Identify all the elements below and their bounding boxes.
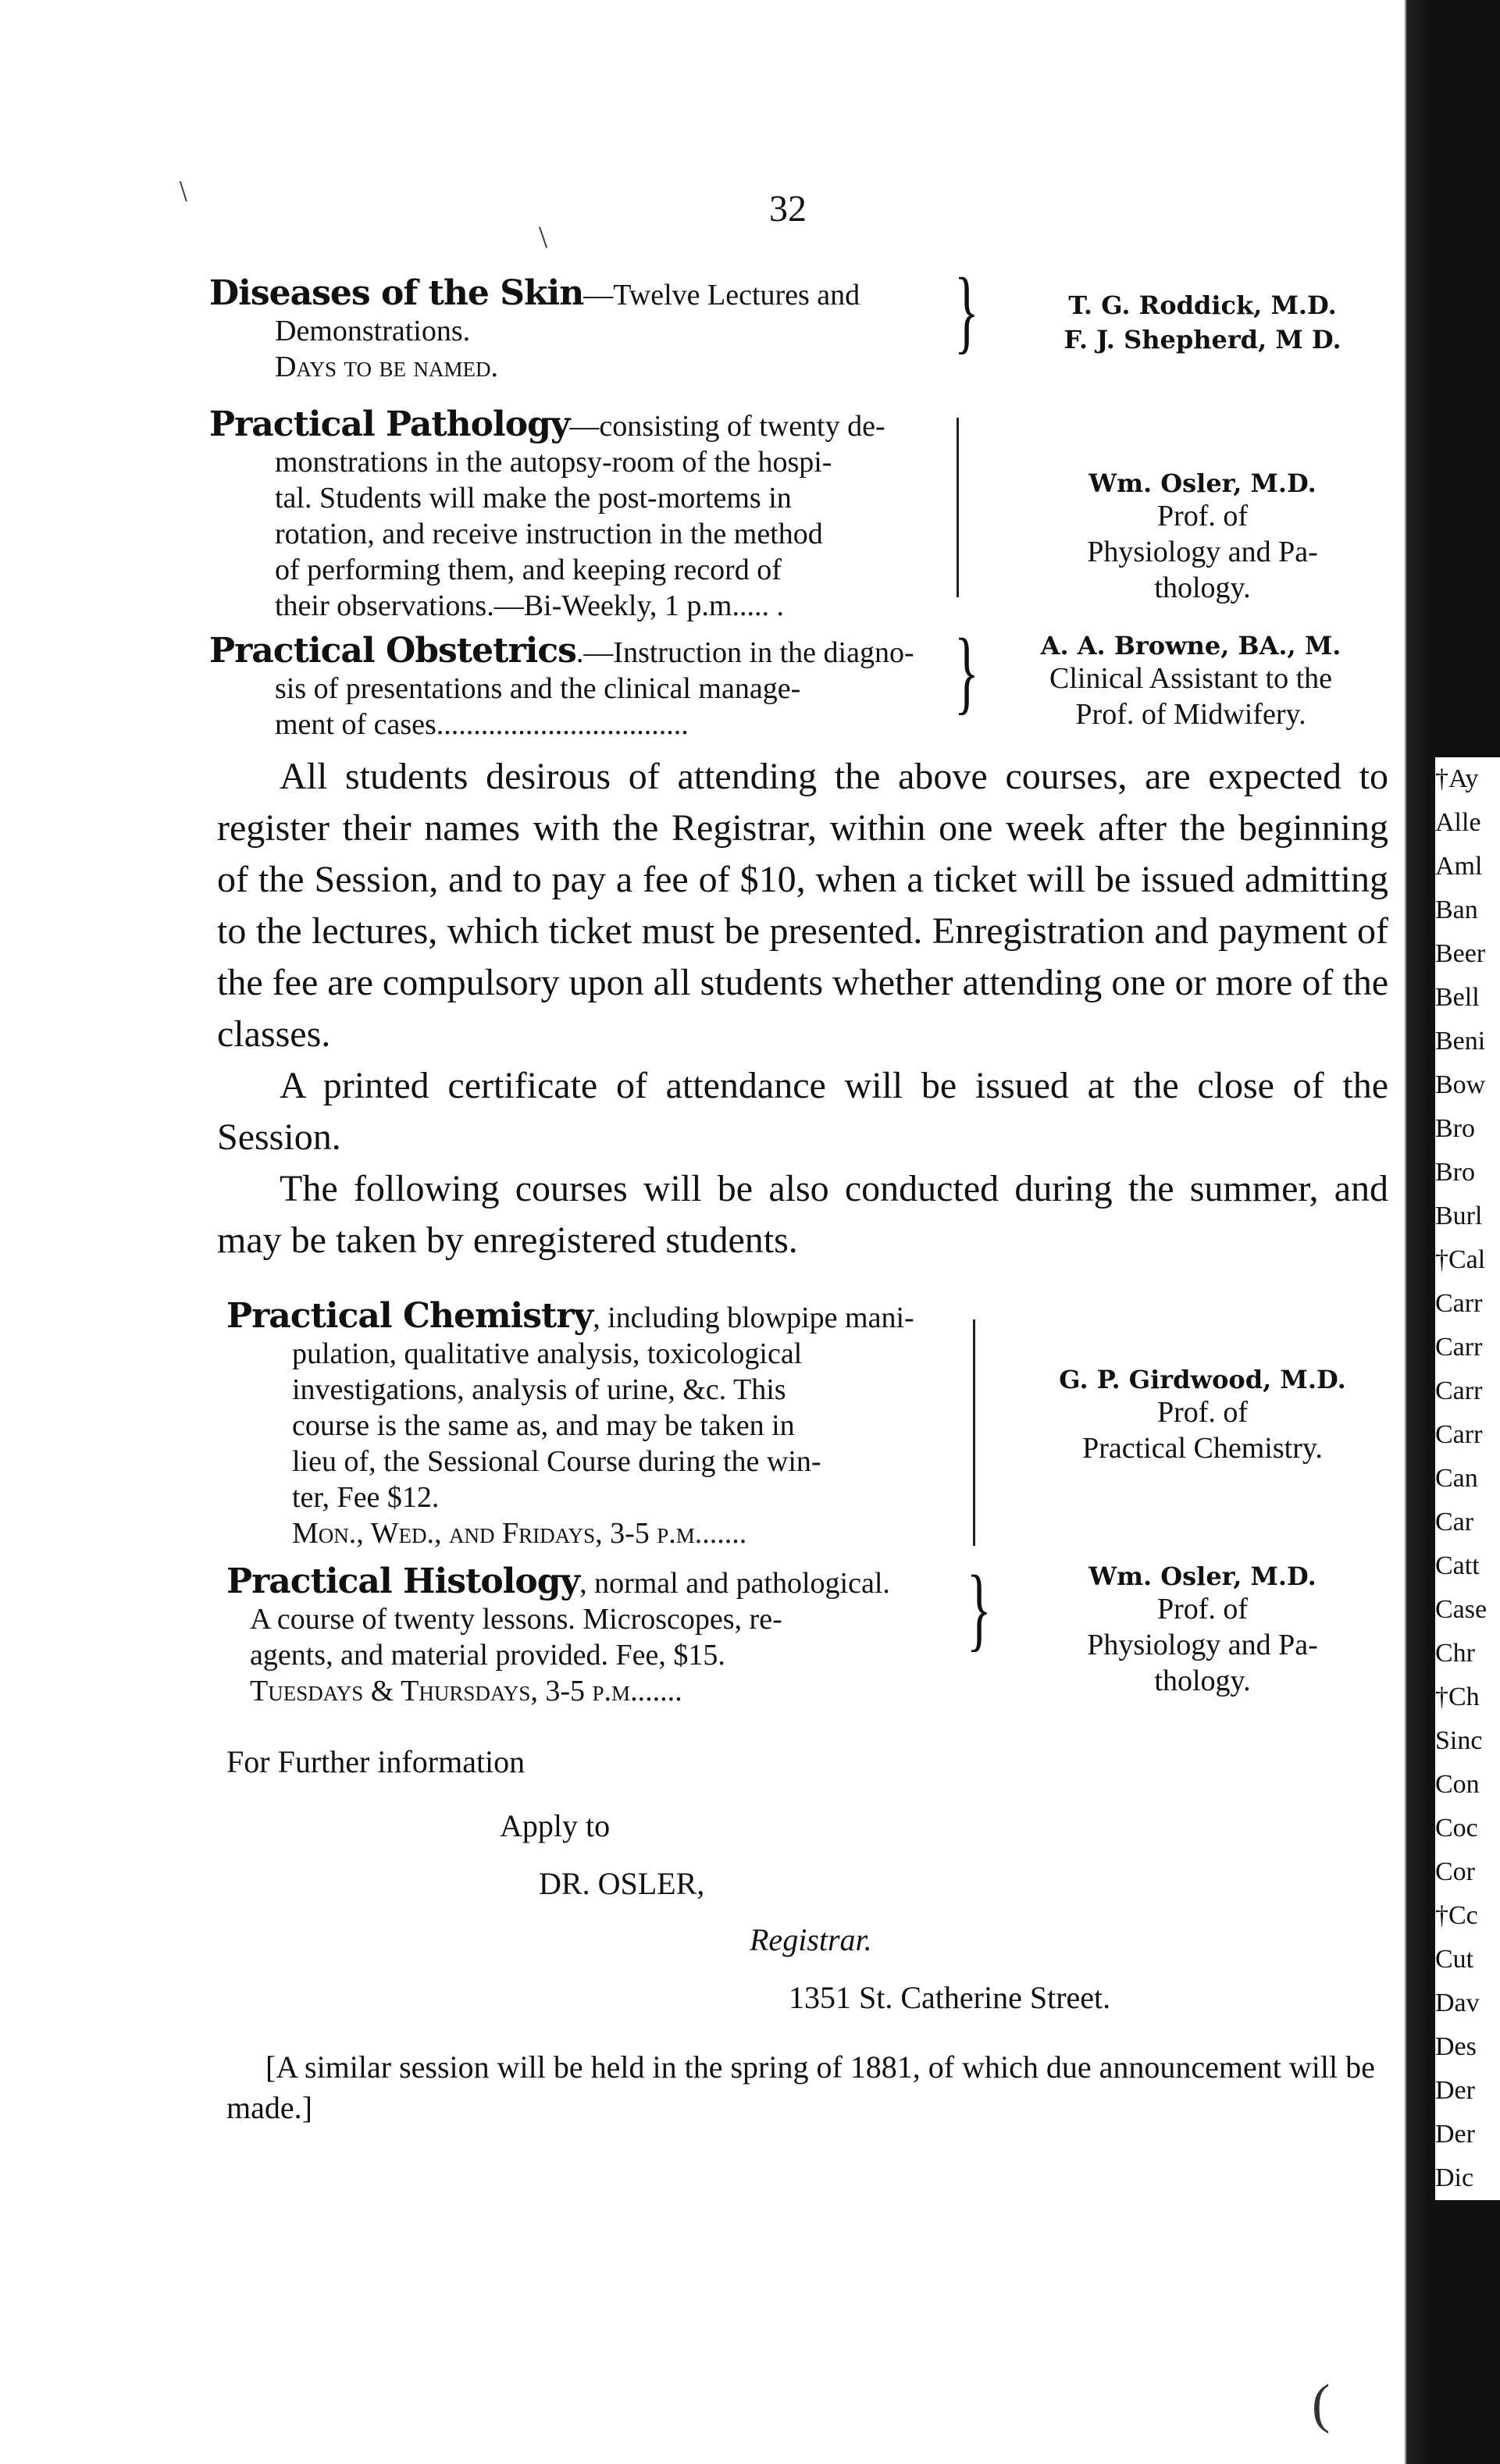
course-desc-line: sis of presentations and the clinical manage- (275, 672, 801, 705)
course-desc-line: course is the same as, and may be taken in (292, 1409, 795, 1442)
lecturer-title: Prof. of (1156, 1593, 1249, 1625)
lecturer-title: Physiology and Pa- (1087, 536, 1318, 568)
footer-note: [A similar session will be held in the spring of 1881, of which due announcement will be made.] (226, 2049, 1375, 2125)
lecturer-title: Prof. of (1156, 500, 1249, 532)
contact-intro: For Further information (226, 1744, 526, 1779)
course-title: Practical Pathology (209, 404, 570, 444)
brace: } (967, 1556, 992, 1660)
margin-fragment: Carr (1435, 1376, 1483, 1405)
course-title: Practical Histology (226, 1561, 580, 1601)
lecturer-title: Prof. of Midwifery. (1075, 698, 1306, 731)
margin-fragment: Chr (1435, 1639, 1475, 1668)
course-pathology (209, 404, 951, 624)
margin-fragment: Bro (1435, 1114, 1475, 1143)
course-desc-line: investigations, analysis of urine, &c. This (292, 1373, 786, 1406)
page-number: 32 (769, 188, 807, 230)
lecturer-pathology (1015, 468, 1390, 606)
scan-mark: ( (1312, 2374, 1331, 2434)
scan-mark: ﹨ (168, 171, 199, 206)
margin-fragment: Catt (1435, 1551, 1480, 1580)
course-desc-line: , normal and pathological. (579, 1567, 890, 1600)
margin-fragment: †Cal (1435, 1245, 1486, 1274)
brace (957, 418, 959, 597)
margin-fragment: Carr (1435, 1333, 1483, 1362)
lecturer-name: Wm. Osler, M.D. (1088, 468, 1317, 498)
lecturer-name: A. A. Browne, BA., M. (1040, 631, 1341, 661)
lecturer-chemistry (1015, 1365, 1390, 1466)
course-obstetrics (209, 631, 951, 742)
course-desc-line: monstrations in the autopsy-room of the hospi- (275, 446, 832, 479)
margin-fragment: Aml (1435, 852, 1483, 881)
lecturers-skin (1015, 290, 1390, 354)
lecturer-title: Prof. of (1156, 1396, 1249, 1429)
adjacent-page-fragment (1435, 757, 1500, 2200)
margin-fragment: Bow (1435, 1070, 1486, 1099)
scan-mark: \ (539, 219, 548, 255)
course-desc-line: , including blowpipe mani- (593, 1301, 914, 1334)
course-desc-line: tal. Students will make the post-mortems in (275, 482, 792, 515)
margin-fragment: Bell (1435, 983, 1480, 1012)
lecturer-name: T. G. Roddick, M.D. (1068, 290, 1337, 320)
contact-apply: Apply to (500, 1808, 611, 1843)
paragraph-certificate: A printed certificate of attendance will be issued at the close of the Session. (217, 1065, 1388, 1158)
course-desc-line: Demonstrations. (275, 315, 471, 347)
contact-name: DR. OSLER, (539, 1866, 705, 1901)
course-desc-line: .—Instruction in the diagno- (575, 636, 914, 669)
margin-fragment: Carr (1435, 1420, 1483, 1449)
course-desc-line: rotation, and receive instruction in the method (275, 518, 823, 550)
brace: } (954, 619, 979, 723)
margin-fragment: Carr (1435, 1289, 1483, 1318)
contact-role: Registrar. (750, 1922, 872, 1957)
course-desc-line: agents, and material provided. Fee, $15. (250, 1639, 725, 1672)
brace (973, 1319, 975, 1546)
lecturer-title: Physiology and Pa- (1087, 1629, 1318, 1661)
margin-fragment: Der (1435, 2076, 1475, 2105)
course-chemistry (226, 1296, 968, 1551)
lecturer-histology (1015, 1561, 1390, 1699)
margin-fragment: Car (1435, 1508, 1474, 1536)
course-desc-line: lieu of, the Sessional Course during the win- (292, 1445, 821, 1478)
lecturer-name: G. P. Girdwood, M.D. (1059, 1365, 1346, 1394)
course-desc-line: ment of cases.................................. (275, 708, 689, 741)
margin-fragment: Der (1435, 2120, 1475, 2149)
margin-fragment: Cut (1435, 1945, 1474, 1974)
course-schedule: Tuesdays & Thursdays, 3-5 p.m....... (250, 1675, 682, 1707)
course-schedule: their observations.—Bi-Weekly, 1 p.m..... . (275, 589, 784, 622)
course-schedule: Mon., Wed., and Fridays, 3-5 p.m....... (292, 1517, 747, 1550)
lecturer-title: thology. (1154, 1665, 1251, 1697)
margin-fragment: †Cc (1435, 1901, 1478, 1930)
margin-fragment: Case (1435, 1595, 1488, 1624)
course-desc-line: —consisting of twenty de- (569, 410, 885, 443)
margin-fragment: Des (1435, 2032, 1477, 2061)
margin-fragment: Beni (1435, 1027, 1486, 1056)
margin-fragment: Ban (1435, 896, 1478, 924)
margin-fragment: Beer (1435, 939, 1486, 968)
lecturer-title: Practical Chemistry. (1082, 1432, 1323, 1465)
course-desc-line: ter, Fee $12. (292, 1481, 440, 1514)
margin-fragment: †Ch (1435, 1682, 1480, 1711)
margin-fragment: Dic (1435, 2163, 1474, 2192)
course-schedule: Days to be named. (275, 351, 498, 383)
lecturer-title: Clinical Assistant to the (1049, 662, 1333, 695)
lecturer-name: Wm. Osler, M.D. (1088, 1561, 1317, 1591)
lecturer-title: thology. (1154, 571, 1251, 604)
margin-fragment: Sinc (1435, 1726, 1483, 1755)
course-skin (209, 273, 974, 385)
course-desc-line: pulation, qualitative analysis, toxicological (292, 1337, 803, 1370)
margin-fragment: Cor (1435, 1857, 1475, 1886)
lecturer-name: F. J. Shepherd, M D. (1064, 325, 1341, 354)
margin-fragment: Dav (1435, 1989, 1480, 2017)
margin-fragment: Can (1435, 1464, 1478, 1493)
course-title: Practical Chemistry (226, 1296, 593, 1336)
course-title: Diseases of the Skin (209, 273, 584, 313)
margin-fragment: †Ay (1435, 764, 1479, 793)
lecturer-obstetrics (992, 631, 1390, 732)
course-title: Practical Obstetrics (209, 631, 576, 671)
course-desc-line: —Twelve Lectures and (583, 279, 860, 312)
course-desc-line: A course of twenty lessons. Microscopes, re- (250, 1603, 782, 1636)
margin-fragment: Burl (1435, 1202, 1483, 1230)
contact-address: 1351 St. Catherine Street. (789, 1980, 1111, 2015)
margin-fragment: Con (1435, 1770, 1480, 1799)
margin-fragment: Bro (1435, 1158, 1475, 1187)
course-desc-line: of performing them, and keeping record of (275, 554, 782, 586)
paragraph-summer: The following courses will be also conducted during the summer, and may be taken by enregistered students. (217, 1168, 1388, 1261)
course-histology (226, 1561, 968, 1709)
margin-fragment: Coc (1435, 1814, 1478, 1843)
brace: } (954, 258, 979, 362)
margin-fragment: Alle (1435, 808, 1481, 837)
paragraph-registration: All students desirous of attending the above courses, are expected to register their names with the Registrar, within one week after the beginning of the Session, and to pay a fee of $10, when a ticket will be issued admitting to the lectures, which ticket must be presented. Enregistration and payment of the fee are compulsory upon all students whether attending one or more of the classes. (217, 756, 1388, 1055)
